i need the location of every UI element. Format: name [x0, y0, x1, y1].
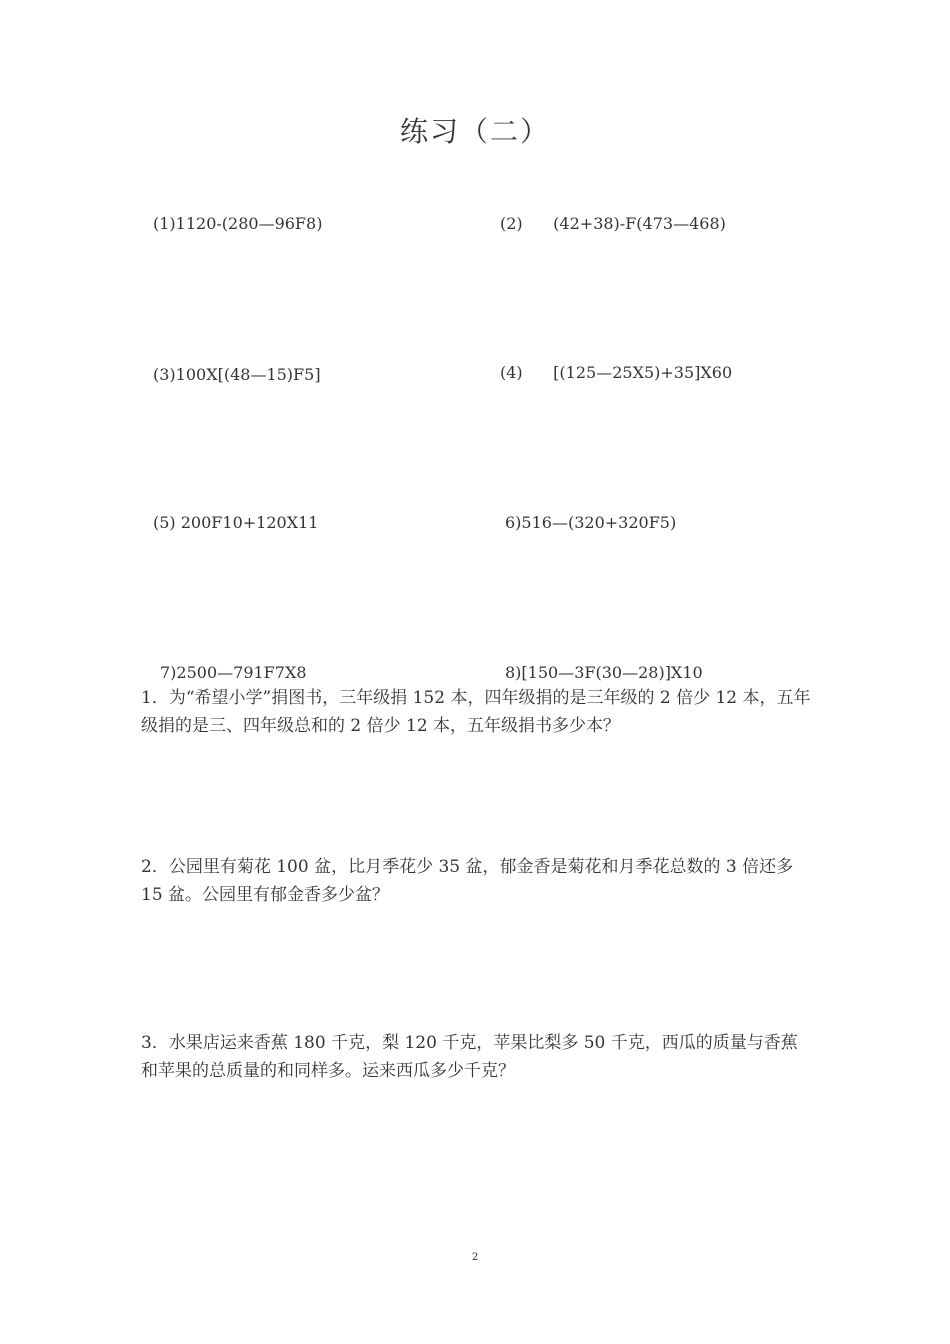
- word-problem-1: 1．为“希望小学”捐图书，三年级捐 152 本，四年级捐的是三年级的 2 倍少 12 本，五年级捐的是三、四年级总和的 2 倍少 12 本，五年级捐书多少本？: [141, 688, 811, 736]
- word-problem-2: 2．公园里有菊花 100 盆，比月季花少 35 盆，郁金香是菊花和月季花总数的 3 倍还多 15 盆。公园里有郁金香多少盆？: [141, 857, 794, 905]
- page-number: 2: [471, 1252, 479, 1263]
- page-title: 练习（二）: [399, 115, 550, 148]
- expression-3: (3)100X[(48—15)F5]: [153, 365, 321, 384]
- word-problem-3: 3．水果店运来香蕉 180 千克，梨 120 千克，苹果比梨多 50 千克，西瓜的质量与香蕉和苹果的总质量的和同样多。运来西瓜多少千克？: [141, 1033, 798, 1081]
- expression-1: (1)1120-(280—96F8): [153, 214, 323, 233]
- expression-4: (4) [(125—25X5)+35]X60: [500, 363, 733, 382]
- expression-5: (5) 200F10+120X11: [153, 513, 319, 532]
- expression-7: 7)2500—791F7X8: [160, 663, 307, 682]
- expression-6: 6)516—(320+320F5): [505, 513, 677, 532]
- expression-2: (2) (42+38)-F(473—468): [500, 214, 726, 233]
- expression-8: 8)[150—3F(30—28)]X10: [505, 663, 703, 682]
